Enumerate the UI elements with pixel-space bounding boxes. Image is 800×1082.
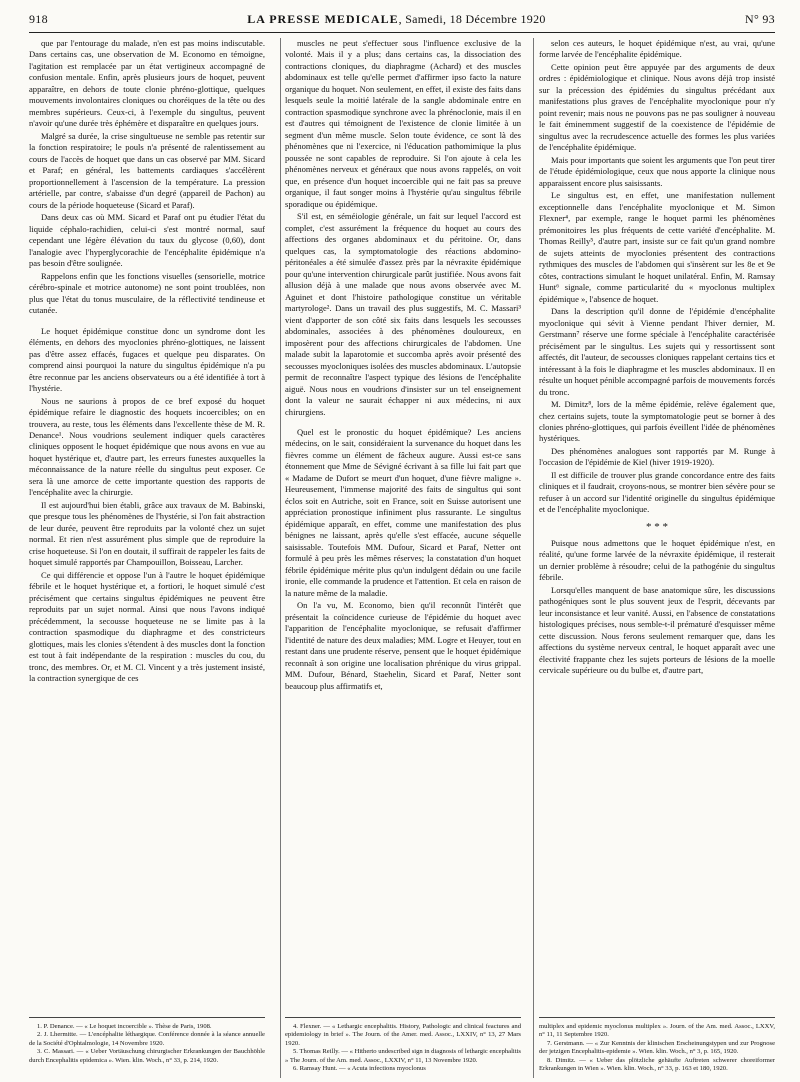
text-column-3 xyxy=(539,38,775,818)
journal-title: LA PRESSE MEDICALE xyxy=(247,12,399,26)
section-asterism: * * * xyxy=(646,520,668,533)
paragraph: M. Dimitz⁸, lors de la même épidémie, relève également que, chez certains sujets, toute la symptomatologie peut se borner à des clonies phréno-glottiques, qui parfois éveillent l'idée de phénomènes hystériques. xyxy=(539,399,775,444)
text-column-2 xyxy=(285,38,521,818)
page-number: 918 xyxy=(29,12,48,26)
footnote: 7. Gerstmann. — « Zur Kenntnis der klinischen Erscheinungstypen und zur Prognose der jetzigen Encephalitis-epidemie ». Wien. klin. Woch., n° 3, p. 165, 1920. xyxy=(539,1039,775,1056)
paragraph: Mais pour importants que soient les arguments que l'on peut tirer de l'étude épidémiologique, ceux que nous apporte la clinique nous apparaissent encore plus saisissants. xyxy=(539,154,775,188)
paragraph: Cette opinion peut être appuyée par des arguments de deux ordres : épidémiologique et clinique. Nous avons déjà trop insisté sur la précession des épidémies du singultus précédant aux manifestations plus graves de l'encéphalite myoclonique pour n'y point revenir; mais nous ne pouvons pas ne pas souligner à nouveau le fait éminemment suggestif de la coexistence de l'épidémie de singultus avec la recrudescence actuelle des formes les plus variées de l'encéphalite épidémique. xyxy=(539,61,775,153)
paragraph: Puisque nous admettons que le hoquet épidémique n'est, en réalité, qu'une forme larvée de la névraxite épidémique, il resterait un dernier problème à résoudre; celui de la pathogénie du singultus fébrile. xyxy=(539,537,775,583)
paragraph: Rappelons enfin que les fonctions visuelles (sensorielle, motrice cérébro-spinale et motrice autonome) ne sont point troublées, non plus que l'état du tonus musculaire, de la réflectivité tendineuse et cutanée. xyxy=(29,270,265,316)
paragraph: que par l'entourage du malade, n'en est pas moins indiscutable. Dans certains cas, une observation de M. Economo en témoigne, l'agitation est remplacée par un état vertigineux accompagné de confusion mentale. Enfin, après plusieurs jours de hoquet, peuvent apparaître, en dehors de toute clonie phréno-glottique, quelques mouvements involontaires cloniques ou choréiques de la tête ou des membres supérieurs. Ceux-ci, à l'exemple du singultus, peuvent n'avoir qu'une durée très éphémère et disparaître en quelques jours. xyxy=(29,38,265,129)
footnotes-column-2 xyxy=(285,1023,521,1081)
footnote: multiplex and epidemic myoclonus multiplex ». Journ. of the Am. med. Assoc., LXXV, n° 11, 11 Septembre 1920. xyxy=(539,1023,775,1039)
paragraph: On l'a vu, M. Economo, bien qu'il reconnût l'intérêt que présentait la coïncidence curieuse de l'épidémie du hoquet avec l'apparition de l'encéphalite myoclonique, se refusait d'affirmer l'identité de nature des deux maladies; MM. Logre et Heuyer, tout en restant dans une prudente réserve, pensent que le hoquet épidémique reconnaît à son origine une localisation phrénique du virus grippal. MM. Dufour, Bénard, Staehelin, Sicard et Paraf, Netter sont beaucoup plus affirmatifs et, xyxy=(285,600,521,691)
footnote: 2. J. Lhermitte. — L'encéphalite léthargique. Conférence donnée à la séance annuelle de la Société d'Ophtalmologie, 14 Novembre 1920. xyxy=(29,1031,265,1047)
paragraph: Quel est le pronostic du hoquet épidémique? Les anciens médecins, on le sait, considéraient la survenance du hoquet dans les fièvres comme un élément de fâcheux augure. Aussi est-ce sans étonnement que Mme de Sévigné écrivant à sa fille lui fait part que « Madame de Dufort se meurt d'un hoquet, d'une fièvre maligne ». Heureusement, l'immense majorité des faits de singultus qui sont éclos soit en Autriche, soit en France, soit en Suisse autorisent une appréciation pronostique infiniment plus rassurante. Le singultus épidémique apparaît, en effet, comme une manifestation des plus bénignes ne laissant, après qu'elle s'est effacée, aucune séquelle saisissable. Toutefois MM. Dufour, Sicard et Paraf, Netter ont formulé à peu près les mêmes réserves; la constatation d'un hoquet fébrile épidémique mérite plus qu'un indulgent dédain ou une facile ironie, elle commande la prudence et l'attention. Et cela en raison de la nature même de la maladie. xyxy=(285,426,521,598)
paragraph: Le singultus est, en effet, une manifestation nullement exceptionnelle dans l'encéphalite myoclonique et M. Simon Flexner⁴, par exemple, range le hoquet parmi les phénomènes prémonitoires les plus fréquents de cette variété d'encéphalite. M. Thomas Reilly⁵, d'autre part, insiste sur ce fait qu'un grand nombre de sujets atteints de myoclonies présentent des contractions rythmiques des muscles de l'abdomen qui s'insèrent sur les 8e et 9e côtes, contractions simulant le hoquet unilatéral. Enfin, M. Ramsay Hunt⁶ signale, comme particularité du « myoclonus multiplex épidémique », l'absence de hoquet. xyxy=(539,190,775,304)
footnote: 1. P. Denance. — « Le hoquet incoercible ». Thèse de Paris, 1908. xyxy=(37,1023,212,1030)
paragraph: Il est difficile de trouver plus grande concordance entre des faits cliniques et il faudrait, croyons-nous, se montrer bien sévère pour se refuser à un accord sur l'identité originelle du singultus épidémique et de l'encéphalite myoclonique. xyxy=(539,469,775,515)
paragraph: S'il est, en séméiologie générale, un fait sur lequel l'accord est complet, c'est assurément la fréquence du hoquet au cours des affections des organes abdominaux et du péritoine. Or, dans quelques cas, la symptomatologie des réactions abdomino-péritonéales a été simulée d'assez près par la névraxite épidémique pour qu'une intervention chirurgicale parût justifiée. Nous avons fait allusion déjà à une malade que nous avons observée avec M. Aguinet et dont l'histoire pathologique constitue un véritable martyrologe². Dans un travail des plus suggestifs, M. C. Massari³ vient d'apporter de son côté six faits dans lesquels les secousses abdominales, associées à des phénomènes douloureux, en imposèrent pour des affections chirurgicales de l'abdomen. Une malade subit la laparotomie et succomba après avoir présenté des secousses myocloniques isolées des muscles abdominaux. L'autopsie permit de reconnaître l'aspect typique des lésions de l'encéphalite aiguë. Nous nous en voudrions d'insister sur un tel enseignement dont la valeur ne saurait échapper ni aux médecins, ni aux chirurgiens. xyxy=(285,211,521,417)
paragraph: muscles ne peut s'effectuer sous l'influence exclusive de la volonté. Mais il y a plus; dans certains cas, la dissociation des contractions cloniques, du diaphragme (Achard) et des muscles abdominaux est telle qu'elle permet d'affirmer ipso facto la nature organique du hoquet. Non seulement, en effet, il existe des faits dans lesquels seule la moitié latérale de la sangle abdominale entre en contraction spasmodique synchrone avec la phrénoclonie, mais il en est d'autres qui témoignent de l'existence de clonie limitée à un segment d'un même muscle. Selon toute évidence, ce sont là des phénomènes que ni l'exercice, ni l'éducation pathomimique la plus poussée ne sont capables de reproduire. Si l'on ajoute à cela les phénomènes nerveux et généraux que nous avons rappelés, on voit que, en présence d'un hoquet incoercible qui ne fait pas sa preuve organique, il faut songer moins à l'hystérie qu'au singultus fébrile sporadique ou épidémique. xyxy=(285,38,521,209)
issue-number: N° 93 xyxy=(745,12,775,26)
footnote: 3. C. Massari. — « Ueber Vortäuschung chirurgischer Erkrankungen der Bauchhöhle durch Encephalitis epidemica ». Wien. klin. Woch., n° 33, p. 214, 1920. xyxy=(29,1048,265,1064)
text-column-1 xyxy=(29,38,265,1040)
paragraph: Des phénomènes analogues sont rapportés par M. Runge à l'occasion de l'épidémie de Kiel (hiver 1919-1920). xyxy=(539,445,775,468)
footnotes-column-3 xyxy=(539,1023,775,1081)
footnote-rule xyxy=(285,1017,521,1018)
journal-masthead xyxy=(247,12,545,27)
paragraph: selon ces auteurs, le hoquet épidémique n'est, au vrai, qu'une forme larvée de l'encéphalite épidémique. xyxy=(539,38,775,60)
column-divider xyxy=(280,38,281,1078)
paragraph: Nous ne saurions à propos de ce bref exposé du hoquet épidémique refaire le diagnostic des hoquets incoercibles; on en trouvera, au reste, tous les éléments dans l'excellente thèse de M. R. Denance¹. Nous voudrions seulement indiquer quels caractères cliniques opposent le hoquet épidémique que nous avons en vue au hoquet hystérique et, d'autre part, les erreurs funestes auxquelles la méconnaissance de la nature réelle du singultus peut exposer. Ce sera là une amorce de cette importante question des rapports de l'encéphalite avec la chirurgie. xyxy=(29,395,265,498)
paragraph: Lorsqu'elles manquent de base anatomique sûre, les discussions pathogéniques sont le plus souvent jeux de l'esprit, décevants par leur inconsistance et leur vanité. Aussi, en l'absence de constatations histologiques précises, nous semble-t-il prématuré d'esquisser même cette discussion. Nous ferons seulement remarquer que, dans les affections du système nerveux central, le hoquet apparaît avec une électivité frappante chez les sujets porteurs de lésions de la moelle cervicale supérieure ou du bulbe et, d'autre part, xyxy=(539,584,775,676)
footnote: 6. Ramsay Hunt. — « Acuta infections myoclonus xyxy=(293,1065,426,1073)
footnotes-column-1 xyxy=(29,1023,265,1081)
column-divider xyxy=(533,38,534,1078)
paragraph: Dans deux cas où MM. Sicard et Paraf ont pu étudier l'état du liquide céphalo-rachidien, celui-ci s'est montré normal, sauf cependant une légère élévation du taux du glycose (0,60), dont l'analogie avec l'hyperglycorachie de l'encéphalite épidémique n'a pas besoin d'être soulignée. xyxy=(29,212,265,269)
footnote-rule xyxy=(29,1017,265,1018)
header-rule xyxy=(29,32,775,33)
paragraph: Il est aujourd'hui bien établi, grâce aux travaux de M. Babinski, que presque tous les phénomènes de l'hystérie, si l'on fait abstraction de leur durée, peuvent être reproduits par la volonté chez un sujet normal. Et rien n'est assurément plus simple que de reproduire la crise hoqueteuse. Si l'on en doutait, il suffirait de rappeler les faits de hoquet simulé rapportés par Champouillon, Boisseau, Larcher. xyxy=(29,499,265,568)
paragraph: Dans la description qu'il donne de l'épidémie d'encéphalite myoclonique qui sévit à Vienne pendant l'hiver dernier, M. Gerstmann⁷ réserve une forme spéciale à l'encéphalite caractérisée précisément par le singultus. Les sujets qui y ressortissent sont affectés, dit l'auteur, de secousses cloniques rappelant certains tics et intéressant à la fois le diaphragme et les muscles abdominaux. Il en résulte un hoquet pénible accompagné parfois de mouvements forcés du tronc. xyxy=(539,306,775,397)
issue-date: , Samedi, 18 Décembre 1920 xyxy=(398,12,546,26)
paragraph: Ce qui différencie et oppose l'un à l'autre le hoquet épidémique fébrile et le hoquet hystérique et, a fortiori, le hoquet simulé c'est précisément que certains singultus épidémiques ne peuvent être reproduits par un sujet normal. Ainsi que nous l'avons indiqué précédemment, la secousse hoqueteuse ne se limite pas à la contraction spasmodique du diaphragme et des constricteurs glottiques, mais les clonies s'étendent à des muscles dont la fonction est tout à fait indépendante de la respiration : muscles du cou, du tronc, des membres. Or, et M. Cl. Vincent y a très justement insisté, la contraction synergique de ces xyxy=(29,569,265,684)
footnote: 5. Thomas Reilly. — « Hitherto undescribed sign in diagnosis of lethargic encephalitis » The Journ. of the Am. med. Assoc., LXXIV, n° 11, 13 Novembre 1920. xyxy=(285,1048,521,1064)
running-header xyxy=(29,12,775,28)
paragraph: Malgré sa durée, la crise singultueuse ne semble pas retentir sur la fonction respiratoire; le pouls n'a présenté de ralentissement au cours de l'accès de hoquet que dans un cas observé par MM. Sicard et Paraf; en général, les battements cardiaques s'accélèrent proportionnellement à l'ascension de la température. La pression artérielle, par contre, s'abaisse d'un degré (appareil de Pachon) au cours de la période hoqueteuse (Sicard et Paraf). xyxy=(29,130,265,210)
footnote-rule xyxy=(539,1017,775,1018)
paragraph: Le hoquet épidémique constitue donc un syndrome dont les éléments, en dehors des myoclonies phréno-glottiques, ne laissent pas d'être assez effacés, fugaces et quelque peu disparates. On comprend ainsi pourquoi la nature du singultus épidémique n'a pu être reconnue par les anciens observateurs ou a été identifiée à tort à l'hystérie. xyxy=(29,325,265,394)
footnote: 4. Flexner. — « Lethargic encephalitis. History, Pathologic and clinical feactures and epidemiology in brief ». The Journ. of the Amer. med. Assoc., LXXIV, n° 13, 27 Mars 1920. xyxy=(285,1023,521,1047)
footnote: 8. Dimitz. — « Ueber das plötzliche gehäufte Auftreten schwerer choreiformer Erkrankungen in Wien ». Wien. klin. Woch., n° 33, p. 163 et 180, 1920. xyxy=(539,1056,775,1073)
